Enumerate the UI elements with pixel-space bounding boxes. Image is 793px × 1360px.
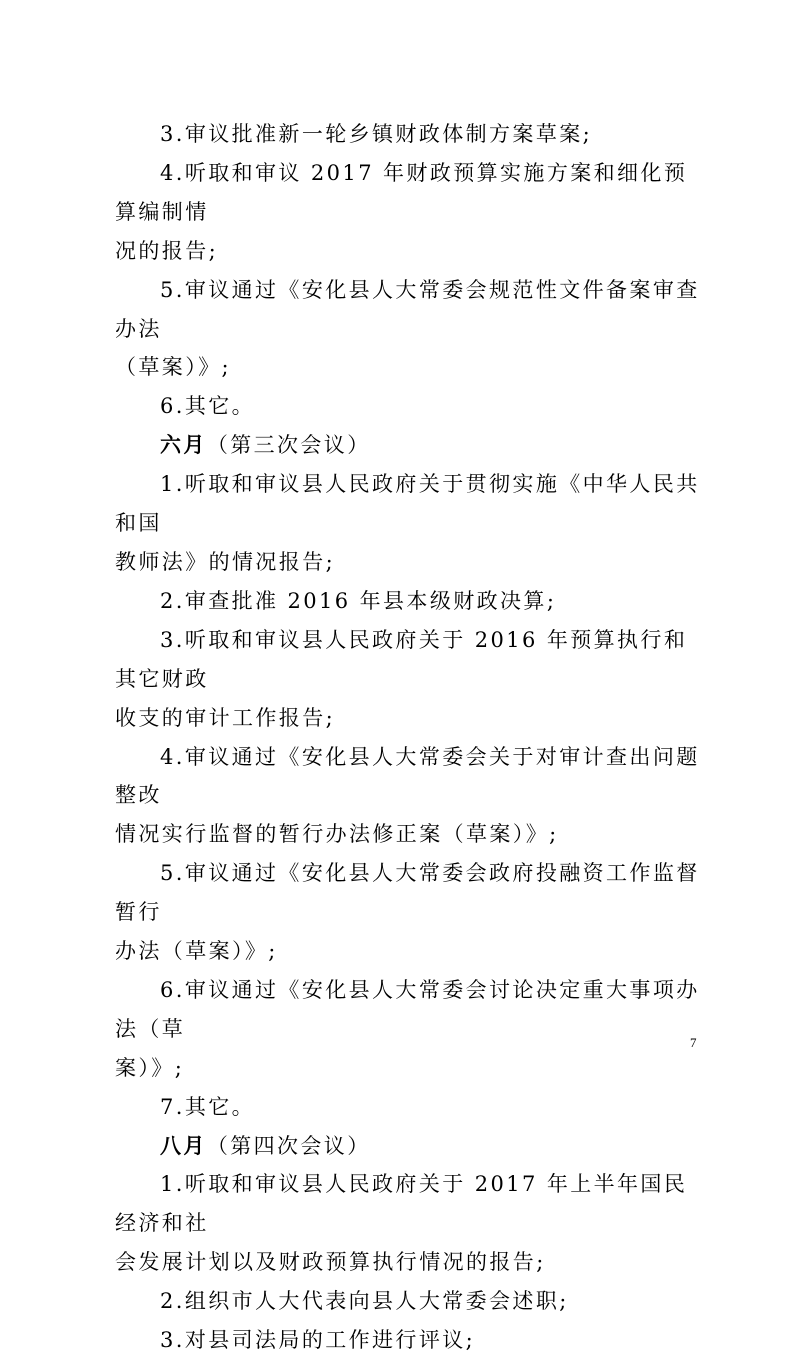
paragraph-line: 4.听取和审议 2017 年财政预算实施方案和细化预算编制情 [115,160,688,224]
paragraph-continuation: （草案）》; [115,355,231,380]
paragraph-continuation: 况的报告; [115,238,219,263]
paragraph-line: 3.对县司法局的工作进行评议; [160,1328,476,1353]
month-label: 六月 [160,432,207,458]
paragraph-continuation: 会发展计划以及财政预算执行情况的报告; [115,1250,546,1275]
paragraph-line: 4.审议通过《安化县人大常委会关于对审计查出问题整改 [115,744,700,808]
body-text [115,115,700,1360]
paragraph-line: 3.听取和审议县人民政府关于 2016 年预算执行和其它财政 [115,627,688,691]
paragraph-line: 6.审议通过《安化县人大常委会讨论决定重大事项办法（草 [115,977,700,1041]
paragraph-continuation: 情况实行监督的暂行办法修正案（草案）》; [115,822,559,847]
session-label: （第三次会议） [206,433,371,458]
paragraph-continuation: 收支的审计工作报告; [115,705,336,730]
month-label: 八月 [160,1132,207,1158]
paragraph-line: 5.审议通过《安化县人大常委会规范性文件备案审查办法 [115,277,700,341]
paragraph-line: 7.其它。 [160,1094,256,1119]
page-number: 7 [690,1035,697,1050]
paragraph-line: 1.听取和审议县人民政府关于 2017 年上半年国民经济和社 [115,1172,688,1236]
paragraph-line: 6.其它。 [160,394,256,419]
paragraph-line: 2.组织市人大代表向县人大常委会述职; [160,1289,569,1314]
paragraph-continuation: 办法（草案）》; [115,939,278,964]
paragraph-line: 5.审议通过《安化县人大常委会政府投融资工作监督暂行 [115,861,700,925]
section-heading-august [115,1127,700,1166]
paragraph-line: 3.审议批准新一轮乡镇财政体制方案草案; [160,122,593,146]
paragraph-line: 1.听取和审议县人民政府关于贯彻实施《中华人民共和国 [115,472,700,536]
paragraph-continuation: 教师法》的情况报告; [115,549,336,574]
paragraph-continuation: 案）》; [115,1055,185,1080]
session-label: （第四次会议） [206,1133,371,1158]
paragraph-line: 2.审查批准 2016 年县本级财政决算; [160,588,557,613]
section-heading-june [115,426,700,465]
